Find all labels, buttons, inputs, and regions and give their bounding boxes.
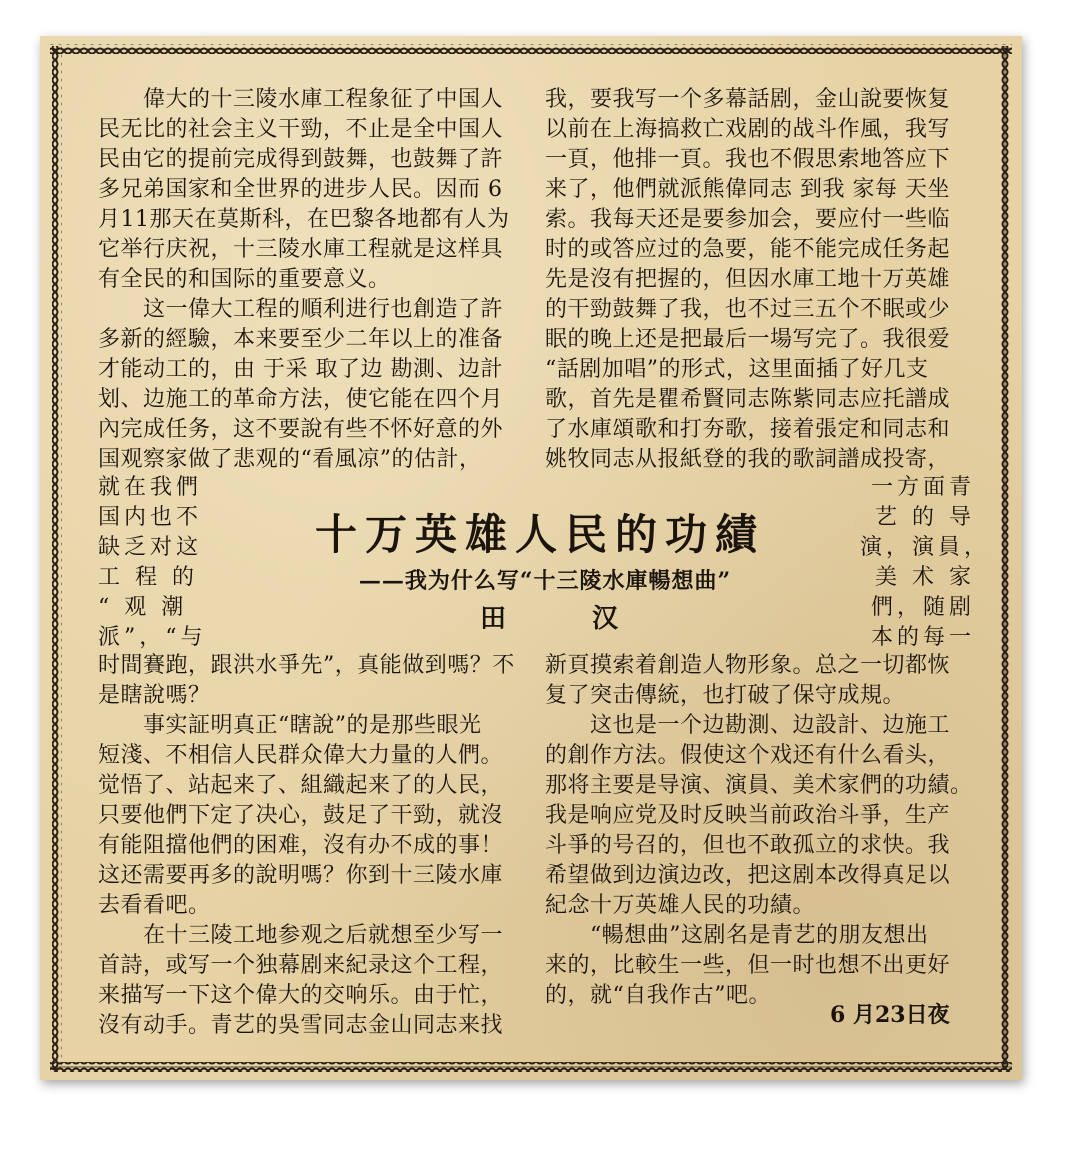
left-column-line: 这一偉大工程的順利进行也創造了許 xyxy=(98,297,504,322)
left-column-line: 划、边施工的革命方法，使它能在四个月 xyxy=(98,387,504,412)
right-narrow-line: 們，随剧 xyxy=(870,595,975,620)
right-bottom-line: 这也是一个边勘測、边設計、边施工 xyxy=(545,713,951,738)
right-bottom-line: 希望做到边演边改，把这剧本改得真足以 xyxy=(545,863,951,888)
right-bottom-line: 复了突击傳統，也打破了保守成規。 xyxy=(545,683,906,708)
left-column-line: 它举行庆祝，十三陵水庫工程就是这样具 xyxy=(98,237,504,262)
left-column-line: 內完成任务，这不要說有些不怀好意的外 xyxy=(98,417,504,442)
left-bottom-line: 来描写一下这个偉大的交响乐。由于忙， xyxy=(98,983,504,1008)
article-date: 6 月23日夜 xyxy=(830,1002,950,1028)
left-bottom-line: 去看看吧。 xyxy=(98,893,211,918)
right-column-line: 时的或答应过的急要，能不能完成任务起 xyxy=(545,237,951,262)
right-bottom-line: 的，就“自我作古”吧。 xyxy=(545,983,771,1008)
left-narrow-line: 国内也不 xyxy=(98,505,203,530)
right-column-line: 以前在上海搞救亡戏剧的战斗作風，我写 xyxy=(545,117,951,142)
left-bottom-line: 时間賽跑，跟洪水爭先”，真能做到嗎？不 xyxy=(98,653,515,678)
left-column-line: 偉大的十三陵水庫工程象征了中国人 xyxy=(98,87,504,112)
right-bottom-line: “暢想曲”这剧名是青艺的朋友想出 xyxy=(545,923,929,948)
right-bottom-line: 紀念十万英雄人民的功績。 xyxy=(545,893,816,918)
left-bottom-line: 首詩，或写一个独幕剧来紀录这个工程， xyxy=(98,953,504,978)
left-narrow-line: 缺乏对这 xyxy=(98,535,203,560)
left-bottom-line: 沒有动手。青艺的吳雪同志金山同志来找 xyxy=(98,1013,504,1038)
article-body xyxy=(40,36,1022,1080)
left-column-line: 月11那天在莫斯科，在巴黎各地都有人为 xyxy=(98,207,510,232)
right-column-line: 先是沒有把握的，但因水庫工地十万英雄 xyxy=(545,267,951,292)
article-author: 田 汉 xyxy=(480,604,649,634)
right-bottom-line: 新頁摸索着創造人物形象。总之一切都恢 xyxy=(545,653,951,678)
left-bottom-line: 事实証明真正“瞎說”的是那些眼光 xyxy=(98,713,482,738)
left-narrow-line: 就在我們 xyxy=(98,475,203,500)
right-narrow-line: 艺 的 导 xyxy=(875,505,975,530)
right-bottom-line: 斗爭的号召的，但也不敢孤立的求快。我 xyxy=(545,833,951,858)
right-narrow-line: 本的每一 xyxy=(870,625,975,650)
left-narrow-line: 工 程 的 xyxy=(98,565,198,590)
left-column-line: 多兄弟国家和全世界的进步人民。因而 6 xyxy=(98,177,503,202)
right-column-line: 索。我每天还是要参加会，要应付一些临 xyxy=(545,207,951,232)
right-narrow-line: 一方面青 xyxy=(870,475,975,500)
left-column-line: 民无比的社会主义干勁，不止是全中国人 xyxy=(98,117,504,142)
left-narrow-line: “ 观 潮 xyxy=(98,595,188,620)
right-column-line: 眠的晚上还是把最后一場写完了。我很爱 xyxy=(545,327,951,352)
right-column-line: 的干勁鼓舞了我，也不过三五个不眠或少 xyxy=(545,297,951,322)
article-subtitle: ——我为什么写“十三陵水庫暢想曲” xyxy=(358,568,732,594)
right-narrow-line: 美 术 家 xyxy=(875,565,975,590)
left-bottom-line: 只要他們下定了决心，鼓足了干勁，就沒 xyxy=(98,803,504,828)
left-column-line: 民由它的提前完成得到鼓舞，也鼓舞了許 xyxy=(98,147,504,172)
left-column-line: 多新的經驗，本来要至少二年以上的准备 xyxy=(98,327,504,352)
left-narrow-line: 派”，“与 xyxy=(98,625,207,650)
left-bottom-line: 这还需要再多的說明嗎？你到十三陵水庫 xyxy=(98,863,504,888)
right-column-line: 歌，首先是瞿希賢同志陈紫同志应托譜成 xyxy=(545,387,951,412)
right-bottom-line: 的創作方法。假使这个戏还有什么看头， xyxy=(545,743,951,768)
right-column-line: 姚牧同志从报紙登的我的歌詞譜成投寄， xyxy=(545,447,951,472)
right-bottom-line: 来的，比較生一些，但一时也想不出更好 xyxy=(545,953,951,978)
right-narrow-line: 演，演員， xyxy=(860,535,991,560)
left-column-line: 才能动工的，由 于采 取了边 勘測、边計 xyxy=(98,357,503,382)
right-bottom-line: 我是响应党及时反映当前政治斗爭，生产 xyxy=(545,803,951,828)
right-column-line: 一頁，他排一頁。我也不假思索地答应下 xyxy=(545,147,951,172)
right-bottom-line: 那将主要是导演、演員、美术家們的功績。 xyxy=(545,773,973,798)
newspaper-clipping xyxy=(40,36,1022,1080)
left-column-line: 有全民的和国际的重要意义。 xyxy=(98,267,391,292)
left-bottom-line: 在十三陵工地参观之后就想至少写一 xyxy=(98,923,504,948)
right-column-line: 来了，他們就派熊偉同志 到我 家每 天坐 xyxy=(545,177,950,202)
left-column-line: 国观察家做了悲观的“看風凉”的估計， xyxy=(98,447,482,472)
article-title: 十万英雄人民的功績 xyxy=(314,510,765,559)
right-column-line: 我，要我写一个多幕話剧，金山說要恢复 xyxy=(545,87,951,112)
right-column-line: “話剧加唱”的形式，这里面插了好几支 xyxy=(545,357,929,382)
left-bottom-line: 是瞎說嗎？ xyxy=(98,683,211,708)
right-column-line: 了水庫頌歌和打夯歌，接着張定和同志和 xyxy=(545,417,951,442)
left-bottom-line: 有能阻擋他們的困难，沒有办不成的事！ xyxy=(98,833,504,858)
left-bottom-line: 觉悟了、站起来了、組織起来了的人民， xyxy=(98,773,504,798)
left-bottom-line: 短淺、不相信人民群众偉大力量的人們。 xyxy=(98,743,504,768)
